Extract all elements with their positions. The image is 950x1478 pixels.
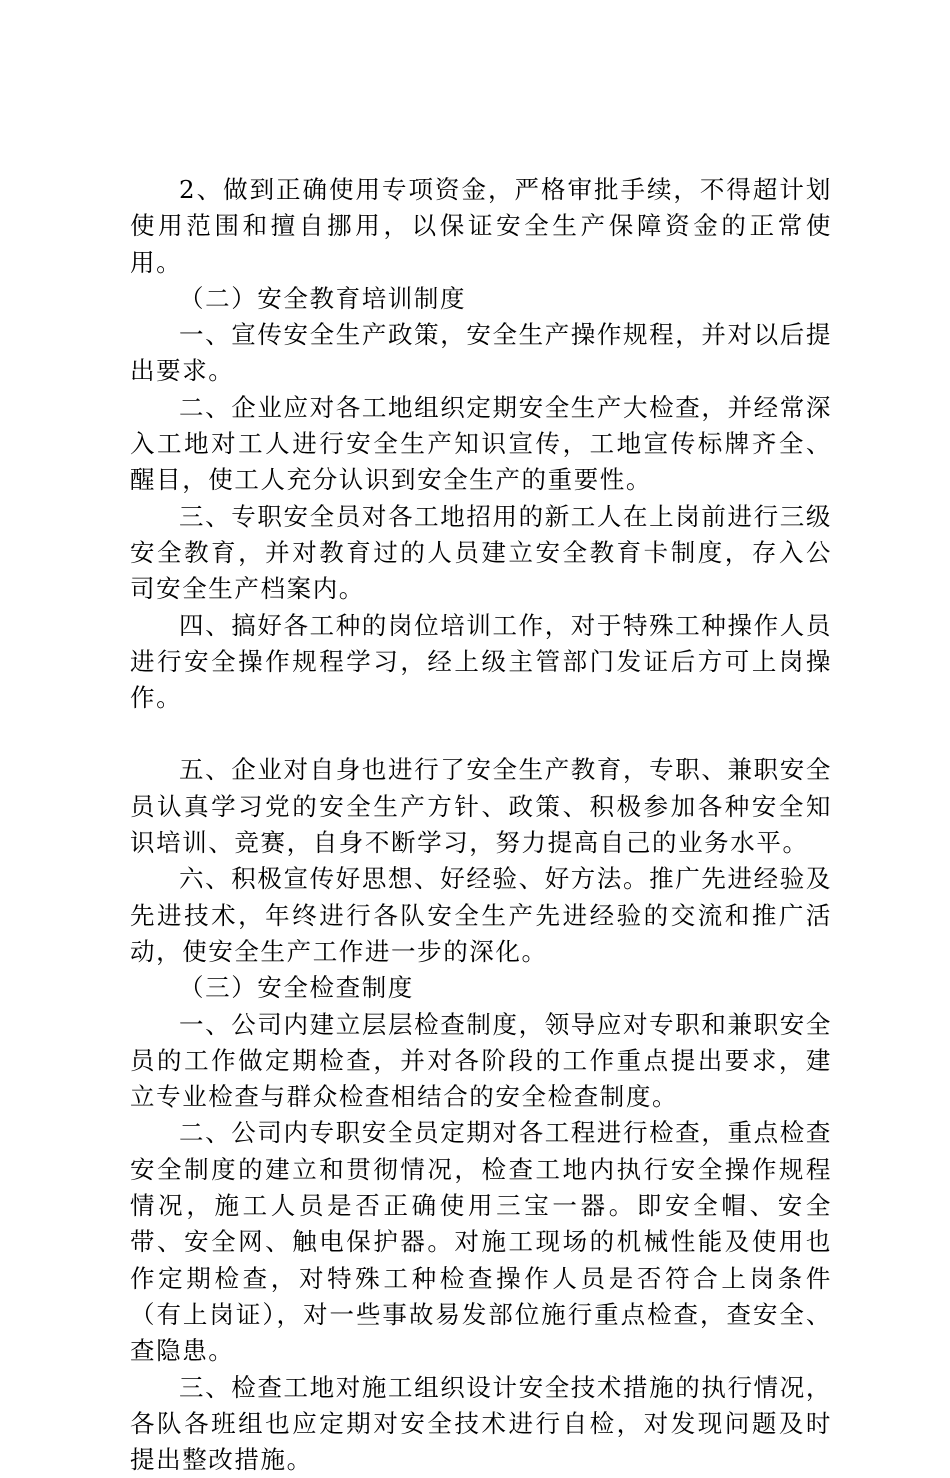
paragraph-inspection-2: 二、公司内专职安全员定期对各工程进行检查，重点检查安全制度的建立和贯彻情况，检查工地内执行安全操作规程情况，施工人员是否正确使用三宝一器。即安全帽、安全带、安全网、触电保护器。对施工现场的机械性能及使用也作定期检查，对特殊工种检查操作人员是否符合上岗条件（有上岗证），对一些事故易发部位施行重点检查，查安全、查隐患。 [130,1115,832,1369]
paragraph-inspection-1: 一、公司内建立层层检查制度，领导应对专职和兼职安全员的工作做定期检查，并对各阶段的工作重点提出要求，建立专业检查与群众检查相结合的安全检查制度。 [130,1007,832,1116]
section-heading-safety-training: （二）安全教育培训制度 [130,281,832,317]
document-body [130,172,832,1478]
paragraph-training-2: 二、企业应对各工地组织定期安全生产大检查，并经常深入工地对工人进行安全生产知识宣传，工地宣传标牌齐全、醒目，使工人充分认识到安全生产的重要性。 [130,390,832,499]
paragraph-training-5: 五、企业对自身也进行了安全生产教育，专职、兼职安全员认真学习党的安全生产方针、政策、积极参加各种安全知识培训、竞赛，自身不断学习，努力提高自己的业务水平。 [130,752,832,861]
paragraph-inspection-3: 三、检查工地对施工组织设计安全技术措施的执行情况，各队各班组也应定期对安全技术进行自检，对发现问题及时提出整改措施。 [130,1370,832,1478]
paragraph-training-4: 四、搞好各工种的岗位培训工作，对于特殊工种操作人员进行安全操作规程学习，经上级主管部门发证后方可上岗操作。 [130,608,832,717]
paragraph-training-6: 六、积极宣传好思想、好经验、好方法。推广先进经验及先进技术，年终进行各队安全生产先进经验的交流和推广活动，使安全生产工作进一步的深化。 [130,861,832,970]
paragraph-training-1: 一、宣传安全生产政策，安全生产操作规程，并对以后提出要求。 [130,317,832,390]
paragraph-training-3: 三、专职安全员对各工地招用的新工人在上岗前进行三级安全教育，并对教育过的人员建立安全教育卡制度，存入公司安全生产档案内。 [130,499,832,608]
paragraph-fund-usage: 2、做到正确使用专项资金，严格审批手续，不得超计划使用范围和擅自挪用，以保证安全生产保障资金的正常使用。 [130,172,832,281]
section-heading-safety-inspection: （三）安全检查制度 [130,970,832,1006]
